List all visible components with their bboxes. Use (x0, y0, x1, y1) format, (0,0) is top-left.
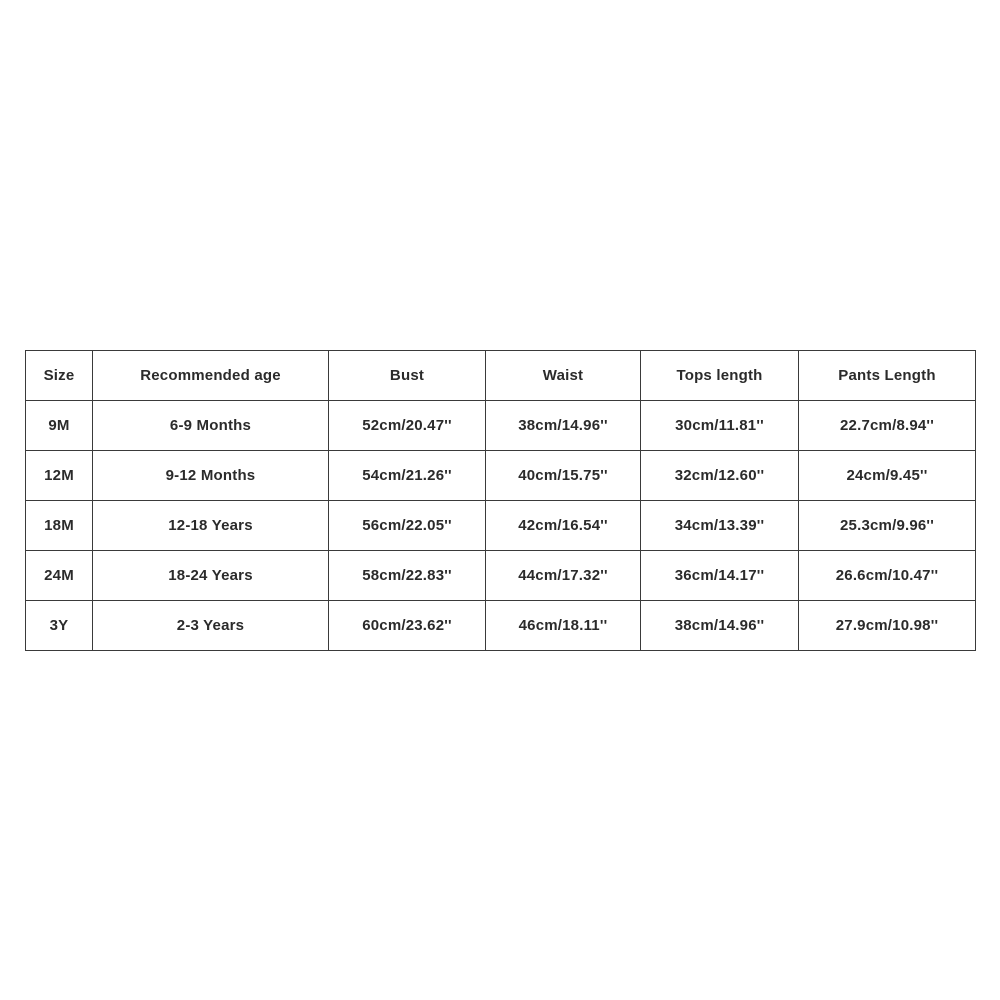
table-cell: 22.7cm/8.94'' (799, 401, 976, 451)
header-cell: Recommended age (93, 351, 329, 401)
table-row (26, 401, 976, 451)
table-cell: 56cm/22.05'' (329, 501, 486, 551)
table-cell: 60cm/23.62'' (329, 601, 486, 651)
table-cell: 36cm/14.17'' (641, 551, 799, 601)
table-cell: 30cm/11.81'' (641, 401, 799, 451)
table-cell: 54cm/21.26'' (329, 451, 486, 501)
table-cell: 32cm/12.60'' (641, 451, 799, 501)
table-cell: 6-9 Months (93, 401, 329, 451)
table-cell: 3Y (26, 601, 93, 651)
header-cell: Pants Length (799, 351, 976, 401)
table-cell: 44cm/17.32'' (486, 551, 641, 601)
table-cell: 38cm/14.96'' (486, 401, 641, 451)
table-cell: 9-12 Months (93, 451, 329, 501)
table-row (26, 501, 976, 551)
table-cell: 18M (26, 501, 93, 551)
table-cell: 27.9cm/10.98'' (799, 601, 976, 651)
table-header-row (26, 351, 976, 401)
size-chart-table (25, 350, 976, 651)
table-cell: 38cm/14.96'' (641, 601, 799, 651)
table-cell: 24M (26, 551, 93, 601)
table-cell: 34cm/13.39'' (641, 501, 799, 551)
table-cell: 24cm/9.45'' (799, 451, 976, 501)
table-header (26, 351, 976, 401)
table-cell: 58cm/22.83'' (329, 551, 486, 601)
table-cell: 42cm/16.54'' (486, 501, 641, 551)
table-row (26, 601, 976, 651)
table-cell: 52cm/20.47'' (329, 401, 486, 451)
header-cell: Bust (329, 351, 486, 401)
table-row (26, 551, 976, 601)
table-body (26, 401, 976, 651)
table-cell: 46cm/18.11'' (486, 601, 641, 651)
table-cell: 25.3cm/9.96'' (799, 501, 976, 551)
header-cell: Waist (486, 351, 641, 401)
header-cell: Tops length (641, 351, 799, 401)
table-cell: 2-3 Years (93, 601, 329, 651)
table-cell: 9M (26, 401, 93, 451)
table-cell: 12M (26, 451, 93, 501)
table-cell: 18-24 Years (93, 551, 329, 601)
table-cell: 26.6cm/10.47'' (799, 551, 976, 601)
table-cell: 40cm/15.75'' (486, 451, 641, 501)
header-cell: Size (26, 351, 93, 401)
table-cell: 12-18 Years (93, 501, 329, 551)
table-row (26, 451, 976, 501)
